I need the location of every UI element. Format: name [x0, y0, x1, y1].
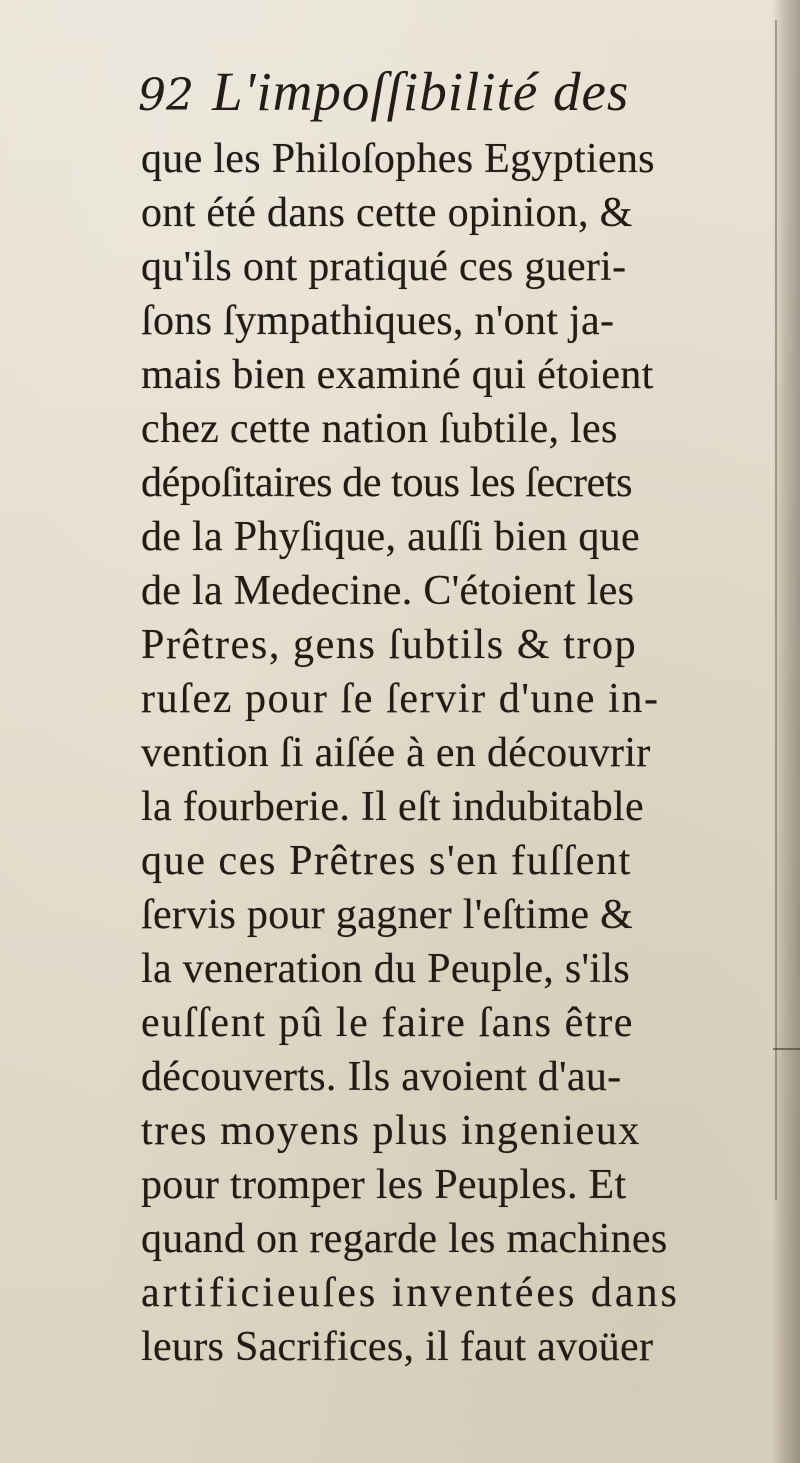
text-line: ont été dans cette opinion, & — [141, 190, 633, 236]
text-line: euſſent pû le faire ſans être — [141, 1000, 635, 1046]
text-line: de la Phyſique, auſſi bien que — [141, 514, 640, 560]
text-line: artificieuſes inventées dans — [141, 1270, 680, 1316]
text-line: dépoſitaires de tous les ſecrets — [141, 460, 633, 506]
text-line: ſons ſympathiques, n'ont ja- — [141, 298, 615, 344]
binding-line — [775, 20, 777, 1200]
text-line: ſervis pour gagner l'eſtime & — [141, 892, 634, 938]
text-line: Prêtres, gens ſubtils & trop — [141, 622, 638, 668]
page-header — [138, 60, 629, 140]
text-line: découverts. Ils avoient d'au- — [141, 1054, 622, 1100]
text-line: tres moyens plus ingenieux — [141, 1108, 642, 1154]
text-line: la fourberie. Il eſt indubitable — [141, 784, 644, 830]
text-line: ruſez pour ſe ſervir d'une in- — [141, 676, 660, 722]
body-text — [141, 132, 771, 1374]
text-line: que ces Prêtres s'en fuſſent — [141, 838, 632, 884]
text-line: mais bien examiné qui étoient — [141, 352, 654, 398]
text-line: de la Medecine. C'étoient les — [141, 568, 635, 614]
gutter-mark — [773, 1048, 800, 1050]
text-line: vention ſi aiſée à en découvrir — [141, 730, 651, 776]
text-line: qu'ils ont pratiqué ces gueri- — [141, 244, 627, 290]
text-line: la veneration du Peuple, s'ils — [141, 946, 630, 992]
running-title: L'impoſſibilité des — [212, 61, 630, 122]
page-number: 92 — [138, 70, 194, 121]
text-line: quand on regarde les machines — [141, 1216, 668, 1262]
text-line: leurs Sacrifices, il faut avoüer — [141, 1324, 654, 1370]
text-line: que les Philoſophes Egyptiens — [141, 136, 655, 182]
text-line: chez cette nation ſubtile, les — [141, 406, 618, 452]
text-line: pour tromper les Peuples. Et — [141, 1162, 627, 1208]
